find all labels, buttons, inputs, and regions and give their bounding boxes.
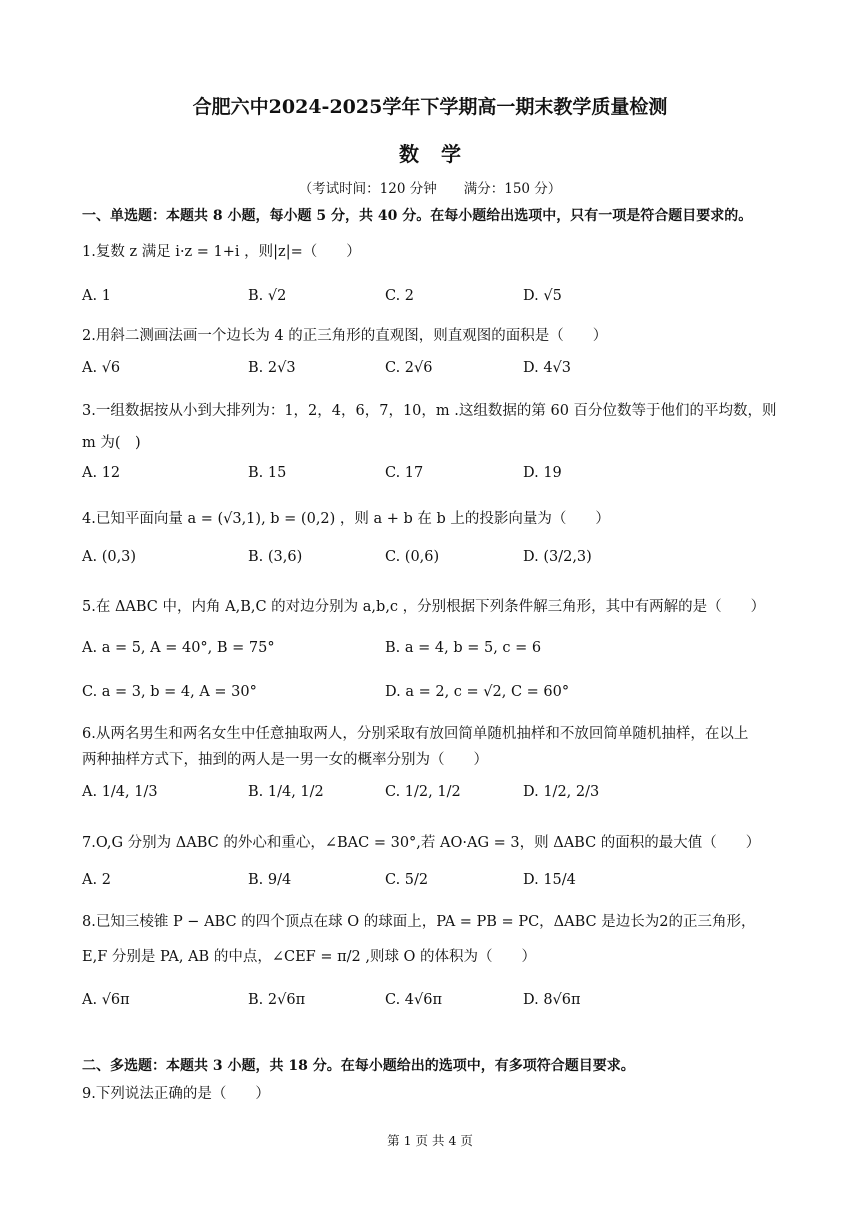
q1-option-d: D. √5 xyxy=(523,288,562,304)
q4-option-d: D. (3/2,3) xyxy=(523,549,592,565)
q7-option-a: A. 2 xyxy=(82,872,111,888)
question-4-stem: 4.已知平面向量 a = (√3,1), b = (0,2) ，则 a + b 在 b 上的投影向量为（ ） xyxy=(82,511,610,527)
question-6-stem-line2: 两种抽样方式下，抽到的两人是一男一女的概率分别为（ ） xyxy=(82,752,488,768)
section-2-heading: 二、多选题：本题共 3 小题，共 18 分。在每小题给出的选项中，有多项符合题目要求。 xyxy=(82,1058,635,1074)
q5-option-d: D. a = 2, c = √2, C = 60° xyxy=(385,684,570,700)
question-2-stem: 2.用斜二测画法画一个边长为 4 的正三角形的直观图，则直观图的面积是（ ） xyxy=(82,328,608,344)
q4-option-c: C. (0,6) xyxy=(385,549,440,565)
q7-option-c: C. 5/2 xyxy=(385,872,429,888)
q2-option-d: D. 4√3 xyxy=(523,360,572,376)
q2-option-c: C. 2√6 xyxy=(385,360,433,376)
q3-option-d: D. 19 xyxy=(523,465,562,481)
question-7-stem: 7.O,G 分别为 ΔABC 的外心和重心，∠BAC = 30°,若 AO·AG = 3，则 ΔABC 的面积的最大值（ ） xyxy=(82,835,761,851)
section-1-heading: 一、单选题：本题共 8 小题，每小题 5 分，共 40 分。在每小题给出选项中，只有一项是符合题目要求的。 xyxy=(82,208,753,224)
q2-option-b: B. 2√3 xyxy=(248,360,296,376)
exam-title: 合肥六中2024-2025学年下学期高一期末教学质量检测 xyxy=(192,96,668,118)
q8-option-c: C. 4√6π xyxy=(385,992,443,1008)
q5-option-c: C. a = 3, b = 4, A = 30° xyxy=(82,684,257,700)
question-3-stem-line1: 3.一组数据按从小到大排列为：1，2，4，6，7，10，m .这组数据的第 60 百分位数等于他们的平均数，则 xyxy=(82,403,777,419)
exam-info: （考试时间：120 分钟 满分：150 分） xyxy=(298,181,562,197)
q5-option-b: B. a = 4, b = 5, c = 6 xyxy=(385,640,542,656)
q3-option-a: A. 12 xyxy=(82,465,121,481)
question-1-stem: 1.复数 z 满足 i·z = 1+i ，则|z|=（ ） xyxy=(82,244,361,260)
q8-option-d: D. 8√6π xyxy=(523,992,581,1008)
q7-option-d: D. 15/4 xyxy=(523,872,576,888)
subject-heading: 数学 xyxy=(399,142,483,166)
question-6-stem-line1: 6.从两名男生和两名女生中任意抽取两人，分别采取有放回简单随机抽样和不放回简单随机抽样，在以上 xyxy=(82,726,749,742)
q8-option-a: A. √6π xyxy=(82,992,130,1008)
q4-option-a: A. (0,3) xyxy=(82,549,137,565)
q4-option-b: B. (3,6) xyxy=(248,549,303,565)
q6-option-d: D. 1/2, 2/3 xyxy=(523,784,600,800)
q7-option-b: B. 9/4 xyxy=(248,872,292,888)
question-9-stem: 9.下列说法正确的是（ ） xyxy=(82,1086,270,1102)
q5-option-a: A. a = 5, A = 40°, B = 75° xyxy=(82,640,275,656)
q1-option-a: A. 1 xyxy=(82,288,111,304)
question-3-stem-line2: m 为( ) xyxy=(82,435,141,451)
question-5-stem: 5.在 ΔABC 中，内角 A,B,C 的对边分别为 a,b,c ，分别根据下列条件解三角形，其中有两解的是（ ） xyxy=(82,599,766,615)
q6-option-a: A. 1/4, 1/3 xyxy=(82,784,158,800)
q6-option-c: C. 1/2, 1/2 xyxy=(385,784,461,800)
page-footer: 第 1 页 共 4 页 xyxy=(387,1133,473,1148)
question-8-stem-line2: E,F 分别是 PA, AB 的中点，∠CEF = π/2 ,则球 O 的体积为（ ） xyxy=(82,949,537,965)
question-8-stem-line1: 8.已知三棱锥 P − ABC 的四个顶点在球 O 的球面上，PA = PB = PC，ΔABC 是边长为2的正三角形， xyxy=(82,914,756,930)
q2-option-a: A. √6 xyxy=(82,360,121,376)
q6-option-b: B. 1/4, 1/2 xyxy=(248,784,324,800)
q1-option-b: B. √2 xyxy=(248,288,287,304)
q3-option-b: B. 15 xyxy=(248,465,287,481)
q3-option-c: C. 17 xyxy=(385,465,424,481)
q1-option-c: C. 2 xyxy=(385,288,415,304)
q8-option-b: B. 2√6π xyxy=(248,992,306,1008)
